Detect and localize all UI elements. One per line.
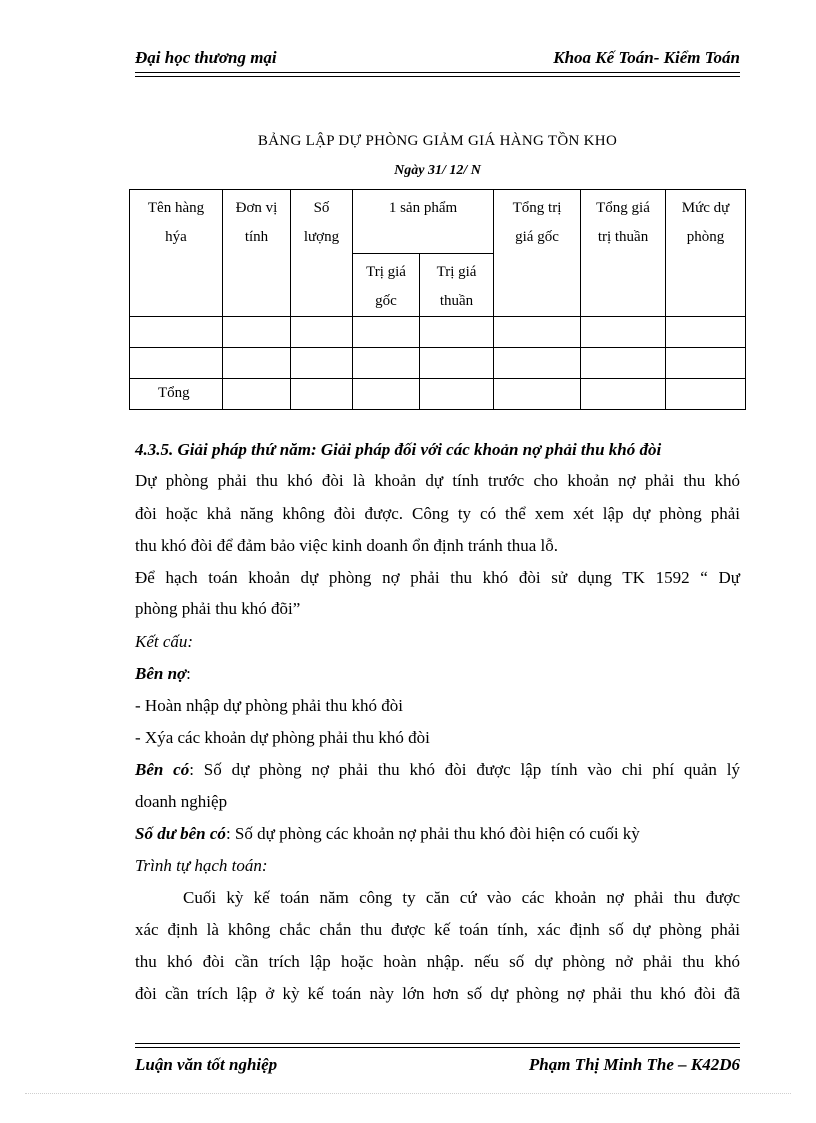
subheader-cell-net-value: Trị giá thuần xyxy=(420,254,494,317)
header-cell-per-product: 1 sản phẩm xyxy=(353,190,494,254)
table-title: BẢNG LẬP DỰ PHÒNG GIẢM GIÁ HÀNG TỒN KHO xyxy=(257,133,618,149)
header-rule-bottom xyxy=(135,76,740,77)
header-cell-provision: Mức dự phòng xyxy=(666,190,746,317)
footer-author: Phạm Thị Minh The – K42D6 xyxy=(528,1055,740,1074)
section-heading: 4.3.5. Giải pháp thứ năm: Giải pháp đối với các khoản nợ phải thu khó đòi xyxy=(135,440,662,459)
table-header-row xyxy=(130,190,746,254)
header-rule-top xyxy=(135,72,740,73)
total-label: Tổng xyxy=(130,379,223,410)
paragraph-line: thu khó đòi để đảm bảo việc kinh doanh ổn định tránh thua lỗ. xyxy=(135,536,559,555)
paragraph-line: thu khó đòi cần trích lập hoặc hoàn nhập. nếu số dự phòng nở phải thu khó xyxy=(135,952,740,971)
page-footer xyxy=(135,1055,740,1077)
paragraph-line: Để hạch toán khoản dự phòng nợ phải thu khó đòi sử dụng TK 1592 “ Dự xyxy=(135,568,740,587)
debit-side-line: Bên nợ: xyxy=(135,664,191,683)
debit-side-label: Bên nợ xyxy=(135,664,187,683)
credit-side-line: Bên có: Số dự phòng nợ phải thu khó đòi được lập tính vào chi phí quản lý xyxy=(135,760,740,779)
header-university: Đại học thương mại xyxy=(135,48,277,67)
header-cell-quantity: Số lượng xyxy=(291,190,353,317)
paragraph-line: doanh nghiệp xyxy=(135,792,228,811)
footer-thesis: Luận văn tốt nghiệp xyxy=(135,1055,278,1074)
footer-rule-bottom xyxy=(135,1047,740,1048)
header-cell-item-name: Tên hàng hýa xyxy=(130,190,223,317)
list-item: - Xýa các khoản dự phòng phải thu khó đòi xyxy=(135,728,430,747)
paragraph-line: xác định là không chắc chắn thu được kế toán tính, xác định số dự phòng phải xyxy=(135,920,740,939)
header-cell-total-original: Tổng trị giá gốc xyxy=(494,190,581,317)
credit-side-label: Bên có xyxy=(135,760,190,779)
header-faculty: Khoa Kế Toán- Kiểm Toán xyxy=(553,48,740,67)
credit-balance-label: Số dư bên có xyxy=(135,824,226,843)
procedure-label: Trình tự hạch toán: xyxy=(135,856,268,875)
page-boundary xyxy=(25,1093,791,1094)
table-total-row xyxy=(130,379,746,410)
footer-rule-top xyxy=(135,1043,740,1044)
paragraph-line: Cuối kỳ kế toán năm công ty căn cứ vào các khoản nợ phải thu được xyxy=(183,888,740,907)
paragraph-line: phòng phải thu khó đõi” xyxy=(135,599,301,618)
table-row xyxy=(130,348,746,379)
credit-balance-line: Số dư bên có: Số dự phòng các khoản nợ phải thu khó đòi hiện có cuối kỳ xyxy=(135,824,640,843)
paragraph-line: đòi cần trích lập ở kỳ kế toán này lớn hơn số dự phòng nợ phải thu khó đòi đã xyxy=(135,984,740,1003)
paragraph-line: Dự phòng phải thu khó đòi là khoản dự tính trước cho khoản nợ phải thu khó xyxy=(135,471,740,490)
subheader-cell-original-value: Trị giá gốc xyxy=(353,254,420,317)
table-date: Ngày 31/ 12/ N xyxy=(394,163,481,178)
list-item: - Hoàn nhập dự phòng phải thu khó đòi xyxy=(135,696,403,715)
provision-table xyxy=(129,189,746,410)
header-cell-unit: Đơn vị tính xyxy=(223,190,291,317)
paragraph-line: đòi hoặc khả năng không đòi được. Công ty có thể xem xét lập dự phòng phải xyxy=(135,504,740,523)
table-row xyxy=(130,317,746,348)
structure-label: Kết cấu: xyxy=(135,632,194,651)
header-cell-total-net: Tổng giá trị thuần xyxy=(581,190,666,317)
page-header xyxy=(135,48,740,70)
